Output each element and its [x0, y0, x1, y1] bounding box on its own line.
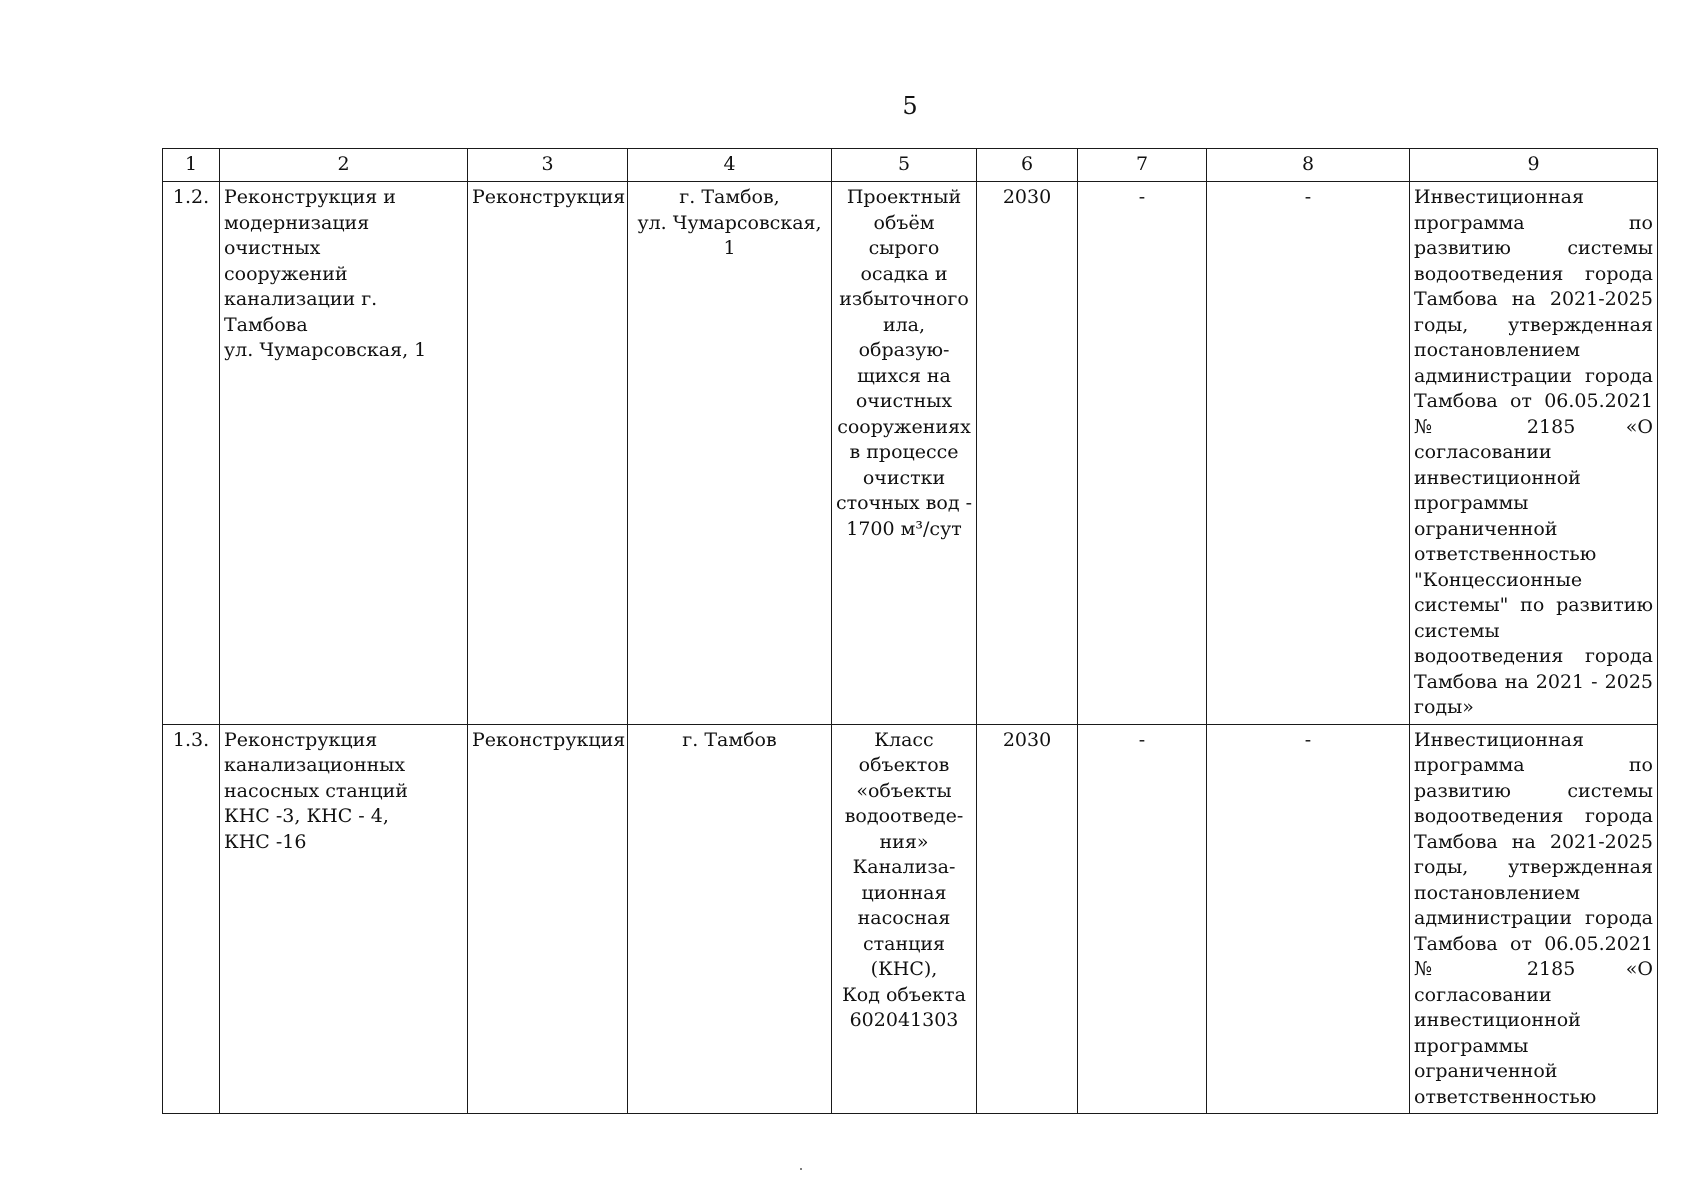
object-name: Реконструкция канализационных насосных станций КНС -3, КНС - 4, КНС -16 — [220, 724, 468, 1114]
header-cell-6: 6 — [977, 149, 1078, 182]
column-7-value: - — [1078, 724, 1207, 1114]
header-cell-2: 2 — [220, 149, 468, 182]
basis-document: Инвестиционная программа по развитию системы водоотведения города Тамбова на 2021-2025 годы, утвержденная постановлением администрации города Тамбова от 06.05.2021 № 2185 «О согласовании инвестиционной программы ограниченной ответственностью "Концессионные системы" по развитию системы водоотведения города Тамбова на 2021 - 2025 годы» — [1410, 182, 1658, 725]
scan-speck — [800, 1168, 802, 1170]
header-cell-5: 5 — [832, 149, 977, 182]
column-8-value: - — [1207, 182, 1410, 725]
work-type: Реконструкция — [468, 182, 628, 725]
table-header-row — [163, 149, 1658, 182]
column-8-value: - — [1207, 724, 1410, 1114]
basis-document: Инвестиционная программа по развитию системы водоотведения города Тамбова на 2021-2025 годы, утвержденная постановлением администрации города Тамбова от 06.05.2021 № 2185 «О согласовании инвестиционной программы ограниченной ответственностью — [1410, 724, 1658, 1114]
column-7-value: - — [1078, 182, 1207, 725]
object-name: Реконструкция и модернизация очистных сооружений канализации г. Тамбова ул. Чумарсовская, 1 — [220, 182, 468, 725]
table-row — [163, 724, 1658, 1114]
work-type: Реконструкция — [468, 724, 628, 1114]
object-characteristics: Класс объектов «объекты водоотведе- ния» Канализа- ционная насосная станция (КНС), Код объекта 602041303 — [832, 724, 977, 1114]
completion-year: 2030 — [977, 724, 1078, 1114]
table-row — [163, 182, 1658, 725]
row-number: 1.3. — [163, 724, 220, 1114]
header-cell-3: 3 — [468, 149, 628, 182]
object-location: г. Тамбов, ул. Чумарсовская, 1 — [628, 182, 832, 725]
header-cell-1: 1 — [163, 149, 220, 182]
header-cell-8: 8 — [1207, 149, 1410, 182]
object-location: г. Тамбов — [628, 724, 832, 1114]
completion-year: 2030 — [977, 182, 1078, 725]
row-number: 1.2. — [163, 182, 220, 725]
header-cell-9: 9 — [1410, 149, 1658, 182]
header-cell-7: 7 — [1078, 149, 1207, 182]
object-characteristics: Проектный объём сырого осадка и избыточного ила, образую- щихся на очистных сооружениях в процессе очистки сточных вод - 1700 м³/сут — [832, 182, 977, 725]
measures-table — [162, 148, 1658, 1114]
page-number: 5 — [902, 92, 918, 120]
header-cell-4: 4 — [628, 149, 832, 182]
